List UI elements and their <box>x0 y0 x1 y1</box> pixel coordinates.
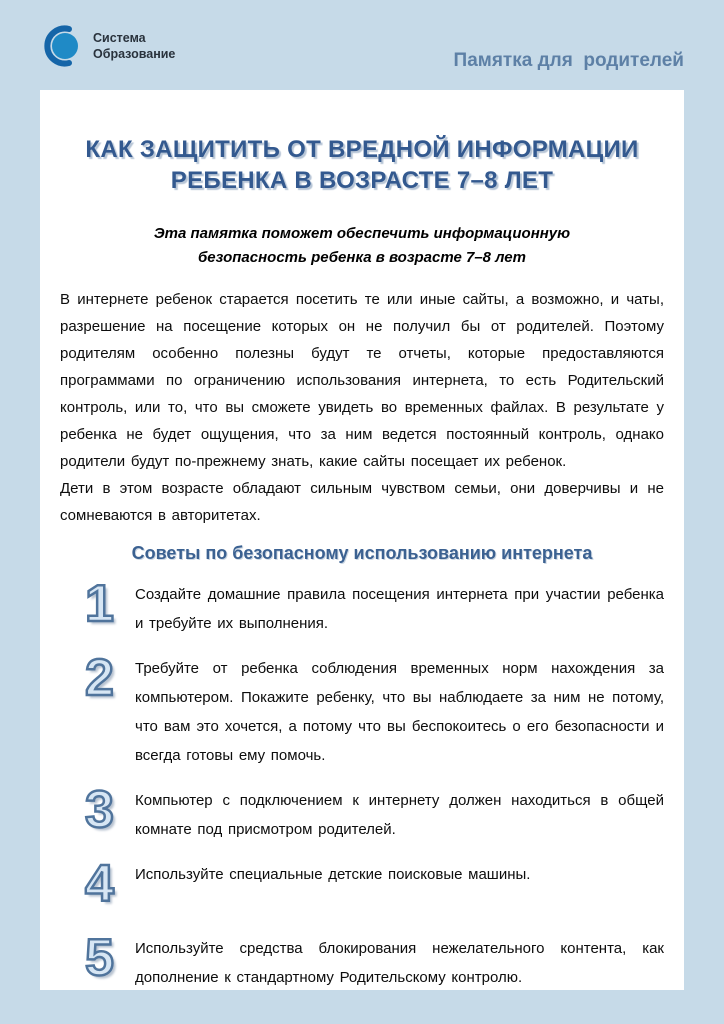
intro-paragraph-1: В интернете ребенок старается посетить те или иные сайты, а возможно, и чаты, разрешение на посещение которых он не получил бы от родителей. Поэтому родителям особенно полезны будут те отчеты, которые предоставляются программами по ограничению использования интернета, то есть Родительский контроль, или то, что вы сможете увидеть во временных файлах. В результате у ребенка не будет ощущения, что за ним ведется постоянный контроль, однако родители будут по-прежнему знать, какие сайты посещает их ребенок. <box>60 291 664 470</box>
tip-text-4: Используйте специальные детские поисковые машины. <box>135 866 531 883</box>
tip-text-3: Компьютер с подключением к интернету должен находиться в общей комнате под присмотром родителей. <box>135 792 664 838</box>
page-title-line2: РЕБЕНКА В ВОЗРАСТЕ 7–8 ЛЕТ <box>170 167 554 194</box>
tip-item-1 <box>85 575 664 638</box>
tip-number-1: 1 <box>85 575 114 633</box>
tip-item-3 <box>85 781 664 844</box>
tip-item-4 <box>85 855 664 918</box>
logo-text <box>93 30 175 62</box>
tips-heading: Советы по безопасному использованию интернета <box>131 543 593 563</box>
intro-text <box>60 286 664 529</box>
content-card <box>40 90 684 990</box>
tips-list <box>85 575 664 992</box>
logo <box>38 22 175 70</box>
tip-text-5: Используйте средства блокирования нежелательного контента, как дополнение к стандартному Родительскому контролю. <box>135 940 664 986</box>
tip-item-2 <box>85 649 664 770</box>
logo-text-line2: Образование <box>93 47 176 61</box>
subtitle: Эта памятка поможет обеспечить информационную безопасность ребенка в возрасте 7–8 лет <box>153 225 571 266</box>
tip-number-4: 4 <box>85 855 114 913</box>
page-title <box>50 134 674 196</box>
logo-globe-icon <box>38 22 84 70</box>
tip-text-1: Создайте домашние правила посещения интернета при участии ребенка и требуйте их выполнения. <box>135 586 664 632</box>
tip-text-2: Требуйте от ребенка соблюдения временных норм нахождения за компьютером. Покажите ребенку, что вы наблюдаете за ним не потому, что вам это хочется, а потому что вы беспокоитесь о его безопасности и всегда готовы ему помочь. <box>135 660 664 764</box>
header <box>38 22 684 72</box>
tip-number-2: 2 <box>85 649 114 707</box>
logo-text-line1: Система <box>93 31 146 45</box>
doc-type-label: Памятка для родителей <box>453 50 684 71</box>
page-title-line1: КАК ЗАЩИТИТЬ ОТ ВРЕДНОЙ ИНФОРМАЦИИ <box>85 136 639 163</box>
tip-number-3: 3 <box>85 781 114 839</box>
tip-item-5 <box>85 929 664 992</box>
intro-paragraph-2: Дети в этом возрасте обладают сильным чувством семьи, они доверчивы и не сомневаются в авторитетах. <box>60 480 664 524</box>
tip-number-5: 5 <box>85 929 114 987</box>
